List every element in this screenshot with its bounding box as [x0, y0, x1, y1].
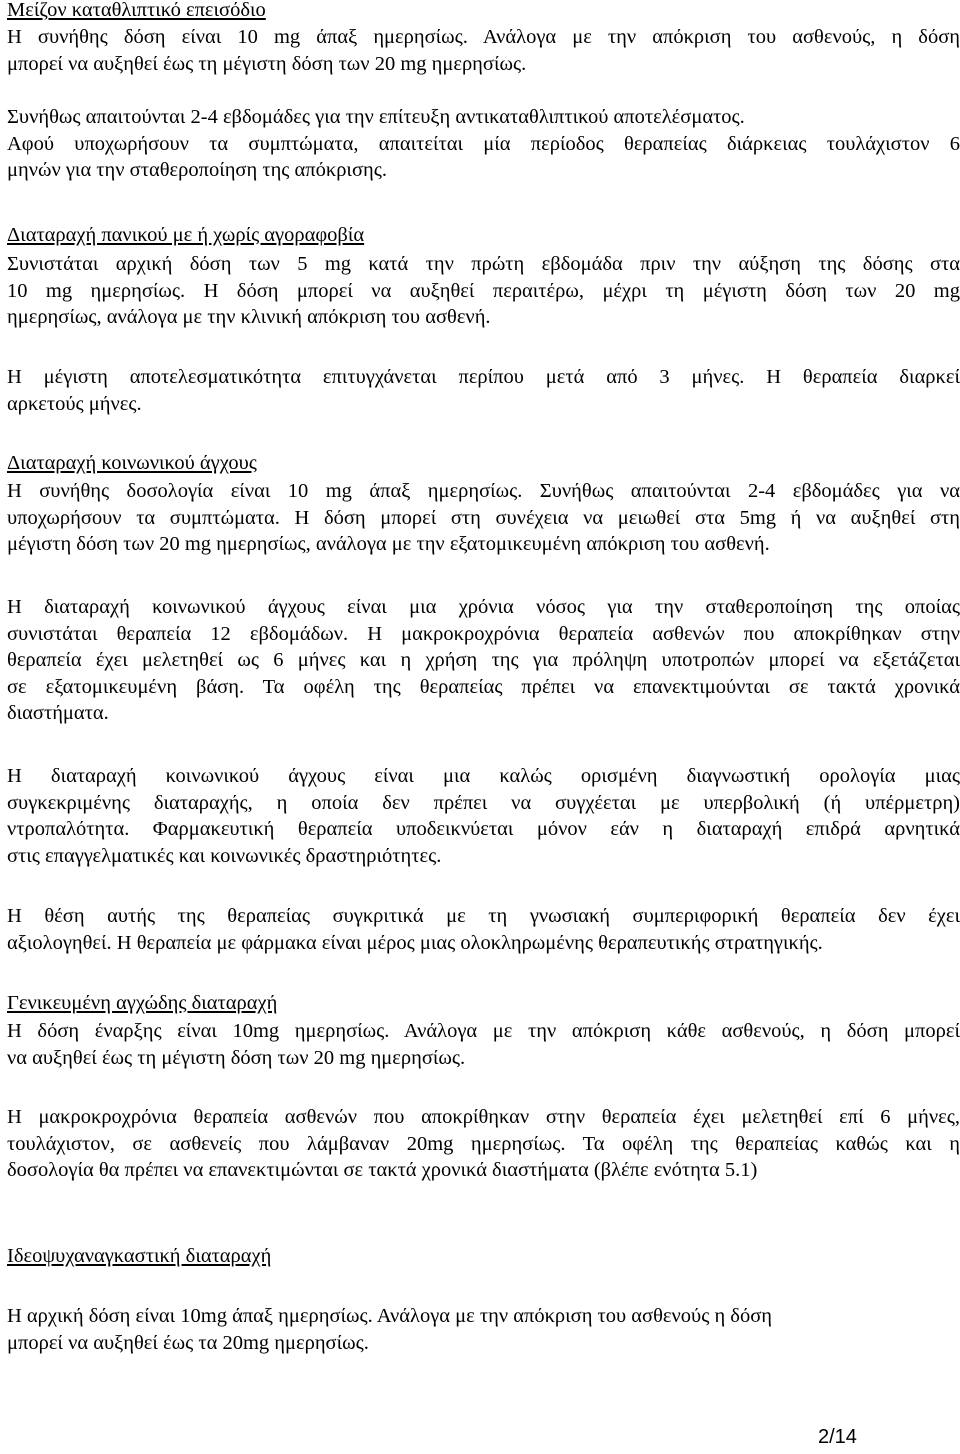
- text-line: μέγιστη δόση των 20 mg ημερησίως, ανάλογα με την εξατομικευμένη απόκριση του ασθενή.: [7, 533, 770, 555]
- text-line: αξιολογηθεί. Η θεραπεία με φάρμακα είναι μέρος μιας ολοκληρωμένης θεραπευτικής στρατηγικής.: [7, 931, 823, 954]
- text-line: υποχωρήσουν τα συμπτώματα. Η δόση μπορεί στη συνέχεια να μειωθεί στα 5mg ή να αυξηθεί στη: [7, 506, 960, 529]
- text-line: διαστήματα.: [7, 702, 109, 724]
- text-line: μπορεί να αυξηθεί έως τα 20mg ημερησίως.: [7, 1331, 369, 1354]
- text-line: μηνών για την σταθεροποίηση της απόκρισης.: [7, 159, 387, 181]
- paragraph: [7, 1303, 960, 1356]
- text-line: Η διαταραχή κοινωνικού άγχους είναι μια χρόνια νόσος για την σταθεροποίηση της οποίας: [7, 596, 960, 618]
- paragraph: [7, 478, 960, 558]
- text-line: Η συνήθης δοσολογία είναι 10 mg άπαξ ημερησίως. Συνήθως απαιτούνται 2-4 εβδομάδες για να: [7, 480, 960, 502]
- paragraph: [7, 251, 960, 331]
- section-heading-panic-disorder: Διαταραχή πανικού με ή χωρίς αγοραφοβία: [7, 224, 365, 246]
- text-line: να αυξηθεί έως τη μέγιστη δόση των 20 mg ημερησίως.: [7, 1046, 466, 1069]
- text-line: συγκεκριμένης διαταραχής, η οποία δεν πρέπει να συγχέεται με υπερβολική (ή υπέρμετρη): [7, 791, 960, 814]
- text-line: ντροπαλότητα. Φαρμακευτική θεραπεία υποδεικνύεται μόνον εάν η διαταραχή επιδρά αρνητικά: [7, 818, 960, 840]
- section-heading-social-anxiety: Διαταραχή κοινωνικού άγχους: [7, 452, 257, 474]
- paragraph: [7, 104, 960, 184]
- paragraph: [7, 364, 960, 417]
- text-line: Αφού υποχωρήσουν τα συμπτώματα, απαιτείται μία περίοδος θεραπείας διάρκειας τουλάχιστον 6: [7, 132, 960, 155]
- text-line: Η διαταραχή κοινωνικού άγχους είναι μια καλώς ορισμένη διαγνωστική ορολογία μιας: [7, 765, 960, 787]
- section-heading-generalized-anxiety: Γενικευμένη αγχώδης διαταραχή: [7, 992, 278, 1014]
- text-line: Η μακροκροχρόνια θεραπεία ασθενών που αποκρίθηκαν στην θεραπεία έχει μελετηθεί επί 6 μήνες,: [7, 1106, 960, 1128]
- text-line: στις επαγγελματικές και κοινωνικές δραστηριότητες.: [7, 844, 442, 867]
- page-number: 2/14: [818, 1426, 857, 1448]
- paragraph: [7, 763, 960, 869]
- text-line: σε εξατομικευμένη βάση. Τα οφέλη της θεραπείας πρέπει να επανεκτιμούνται σε τακτά χρονικά: [7, 675, 960, 698]
- paragraph: [7, 903, 960, 956]
- paragraph: [7, 594, 960, 727]
- paragraph: [7, 1104, 960, 1184]
- text-line: τουλάχιστον, σε ασθενείς που λάμβαναν 20mg ημερησίως. Τα οφέλη της θεραπείας καθώς και η: [7, 1132, 960, 1155]
- text-line: αρκετούς μήνες.: [7, 392, 142, 415]
- paragraph: [7, 1018, 960, 1071]
- text-line: Η συνήθης δόση είναι 10 mg άπαξ ημερησίως. Ανάλογα με την απόκριση του ασθενούς, η δόση: [7, 26, 960, 48]
- text-line: Η δόση έναρξης είναι 10mg ημερησίως. Ανάλογα με την απόκριση κάθε ασθενούς, η δόση μπορεί: [7, 1020, 960, 1042]
- section-heading-major-depression: Μείζον καταθλιπτικό επεισόδιο: [7, 0, 266, 21]
- text-line: Η αρχική δόση είναι 10mg άπαξ ημερησίως. Ανάλογα με την απόκριση του ασθενούς η δόση: [7, 1305, 772, 1327]
- section-heading-ocd: Ιδεοψυχαναγκαστική διαταραχή: [7, 1245, 272, 1267]
- text-line: 10 mg ημερησίως. Η δόση μπορεί να αυξηθεί περαιτέρω, μέχρι τη μέγιστη δόση των 20 mg: [7, 279, 960, 302]
- text-line: Η μέγιστη αποτελεσματικότητα επιτυγχάνεται περίπου μετά από 3 μήνες. Η θεραπεία διαρκεί: [7, 366, 960, 388]
- text-line: Συνήθως απαιτούνται 2-4 εβδομάδες για την επίτευξη αντικαταθλιπτικού αποτελέσματος.: [7, 106, 745, 128]
- text-line: θεραπεία έχει μελετηθεί ως 6 μήνες και η χρήση της για πρόληψη υποτροπών μπορεί να εξετάζεται: [7, 649, 960, 671]
- text-line: Συνιστάται αρχική δόση των 5 mg κατά την πρώτη εβδομάδα πριν την αύξηση της δόσης στα: [7, 253, 960, 275]
- paragraph: [7, 24, 960, 77]
- text-line: συνιστάται θεραπεία 12 εβδομάδων. Η μακροκροχρόνια θεραπεία ασθενών που αποκρίθηκαν στην: [7, 622, 960, 645]
- text-line: μπορεί να αυξηθεί έως τη μέγιστη δόση των 20 mg ημερησίως.: [7, 52, 527, 75]
- text-line: ημερησίως, ανάλογα με την κλινική απόκριση του ασθενή.: [7, 306, 491, 328]
- text-line: δοσολογία θα πρέπει να επανεκτιμώνται σε τακτά χρονικά διαστήματα (βλέπε ενότητα 5.1): [7, 1159, 758, 1181]
- text-line: Η θέση αυτής της θεραπείας συγκριτικά με τη γνωσιακή συμπεριφορική θεραπεία δεν έχει: [7, 905, 960, 927]
